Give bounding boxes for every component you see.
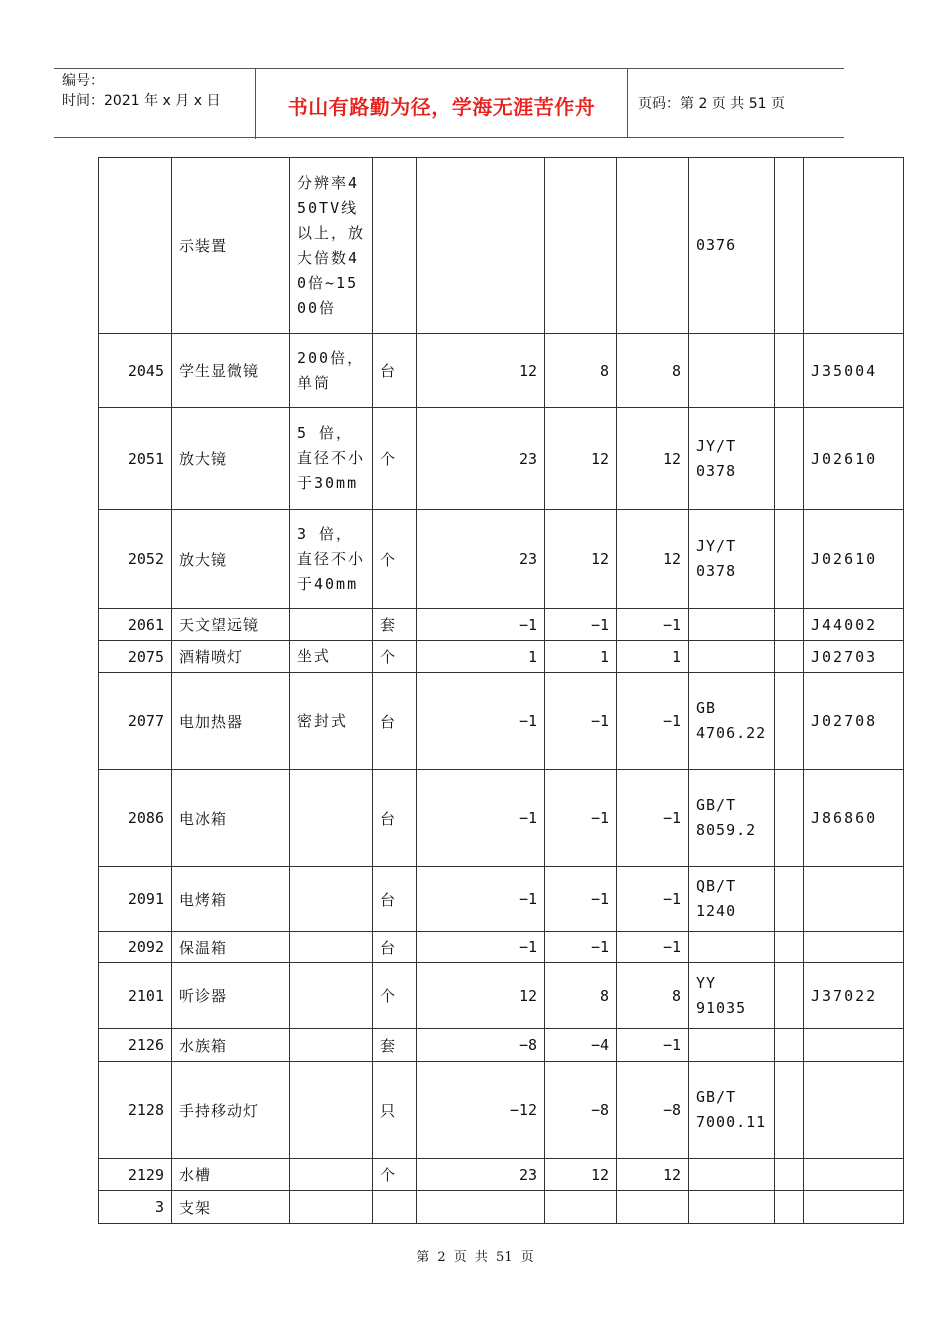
item-spec-cell — [290, 932, 373, 963]
quantity-1-cell: −1 — [417, 609, 545, 641]
equipment-table — [98, 157, 904, 1224]
quantity-2-cell: −1 — [545, 673, 617, 770]
quantity-3-cell: −1 — [617, 673, 689, 770]
item-name-cell: 学生显微镜 — [172, 334, 290, 408]
quantity-1-cell: −1 — [417, 673, 545, 770]
blank-cell — [775, 932, 804, 963]
quantity-3-cell: 8 — [617, 963, 689, 1029]
code-cell — [804, 867, 904, 932]
item-spec-cell: 坐式 — [290, 641, 373, 673]
quantity-3-cell: −1 — [617, 1029, 689, 1062]
page-footer: 第 2 页 共 51 页 — [416, 1250, 534, 1265]
table-row — [99, 770, 904, 867]
code-cell: J44002 — [804, 609, 904, 641]
code-cell: J02703 — [804, 641, 904, 673]
item-id-cell: 2045 — [99, 334, 172, 408]
standard-cell: GB/T 7000.11 — [689, 1062, 775, 1159]
item-unit-cell — [373, 158, 417, 334]
table-row — [99, 510, 904, 609]
item-id-cell: 2077 — [99, 673, 172, 770]
quantity-2-cell — [545, 158, 617, 334]
item-spec-cell: 5 倍，直径不小于30mm — [290, 408, 373, 510]
code-cell — [804, 1062, 904, 1159]
header-motto: 书山有路勤为径，学海无涯苦作舟 — [256, 69, 628, 137]
blank-cell — [775, 1191, 804, 1224]
code-cell: J02708 — [804, 673, 904, 770]
item-id-cell: 2075 — [99, 641, 172, 673]
table-row — [99, 1159, 904, 1191]
quantity-2-cell: −8 — [545, 1062, 617, 1159]
standard-cell — [689, 1159, 775, 1191]
item-spec-cell: 200倍，单筒 — [290, 334, 373, 408]
quantity-3-cell: −1 — [617, 770, 689, 867]
item-unit-cell: 个 — [373, 641, 417, 673]
quantity-2-cell: −1 — [545, 932, 617, 963]
blank-cell — [775, 1159, 804, 1191]
table-row — [99, 932, 904, 963]
item-name-cell: 放大镜 — [172, 408, 290, 510]
item-spec-cell — [290, 609, 373, 641]
quantity-1-cell: −1 — [417, 770, 545, 867]
item-id-cell: 2051 — [99, 408, 172, 510]
header-page-info: 页码：第 2 页 共 51 页 — [638, 96, 785, 112]
item-name-cell: 水族箱 — [172, 1029, 290, 1062]
header-meta — [54, 69, 256, 139]
standard-cell — [689, 609, 775, 641]
code-cell: J02610 — [804, 408, 904, 510]
code-cell: J35004 — [804, 334, 904, 408]
standard-cell — [689, 334, 775, 408]
quantity-2-cell: 8 — [545, 334, 617, 408]
item-unit-cell: 个 — [373, 963, 417, 1029]
table-row — [99, 1191, 904, 1224]
blank-cell — [775, 334, 804, 408]
blank-cell — [775, 1062, 804, 1159]
item-unit-cell: 套 — [373, 609, 417, 641]
standard-cell: QB/T 1240 — [689, 867, 775, 932]
item-name-cell: 电加热器 — [172, 673, 290, 770]
code-cell: J37022 — [804, 963, 904, 1029]
quantity-1-cell: 23 — [417, 510, 545, 609]
item-name-cell: 电烤箱 — [172, 867, 290, 932]
item-id-cell: 2128 — [99, 1062, 172, 1159]
quantity-2-cell: 8 — [545, 963, 617, 1029]
quantity-1-cell: −1 — [417, 867, 545, 932]
quantity-1-cell: 12 — [417, 334, 545, 408]
quantity-3-cell: −8 — [617, 1062, 689, 1159]
quantity-2-cell: 12 — [545, 1159, 617, 1191]
standard-cell: YY 91035 — [689, 963, 775, 1029]
item-id-cell: 2092 — [99, 932, 172, 963]
quantity-3-cell — [617, 158, 689, 334]
item-id-cell: 2052 — [99, 510, 172, 609]
blank-cell — [775, 641, 804, 673]
blank-cell — [775, 408, 804, 510]
item-unit-cell: 台 — [373, 334, 417, 408]
table-body — [99, 158, 904, 1224]
quantity-2-cell: −4 — [545, 1029, 617, 1062]
code-cell — [804, 1029, 904, 1062]
quantity-3-cell: 12 — [617, 510, 689, 609]
quantity-2-cell: 12 — [545, 510, 617, 609]
table-row — [99, 867, 904, 932]
item-id-cell: 2129 — [99, 1159, 172, 1191]
item-spec-cell — [290, 1191, 373, 1224]
quantity-3-cell — [617, 1191, 689, 1224]
quantity-2-cell: 12 — [545, 408, 617, 510]
quantity-3-cell: 12 — [617, 408, 689, 510]
item-spec-cell — [290, 867, 373, 932]
table-row — [99, 408, 904, 510]
item-id-cell: 2061 — [99, 609, 172, 641]
item-unit-cell: 只 — [373, 1062, 417, 1159]
item-unit-cell: 个 — [373, 1159, 417, 1191]
table-row — [99, 641, 904, 673]
quantity-3-cell: −1 — [617, 867, 689, 932]
blank-cell — [775, 158, 804, 334]
table-row — [99, 1029, 904, 1062]
blank-cell — [775, 867, 804, 932]
blank-cell — [775, 609, 804, 641]
standard-cell: JY/T 0378 — [689, 408, 775, 510]
blank-cell — [775, 963, 804, 1029]
quantity-1-cell — [417, 158, 545, 334]
item-id-cell: 2086 — [99, 770, 172, 867]
quantity-2-cell: −1 — [545, 867, 617, 932]
table-row — [99, 334, 904, 408]
item-name-cell: 保温箱 — [172, 932, 290, 963]
quantity-2-cell — [545, 1191, 617, 1224]
quantity-1-cell: 12 — [417, 963, 545, 1029]
document-number-label: 编号： — [62, 73, 104, 89]
item-unit-cell: 台 — [373, 770, 417, 867]
item-name-cell: 手持移动灯 — [172, 1062, 290, 1159]
standard-cell — [689, 641, 775, 673]
quantity-1-cell: 23 — [417, 1159, 545, 1191]
quantity-1-cell: 1 — [417, 641, 545, 673]
item-unit-cell — [373, 1191, 417, 1224]
item-name-cell: 示装置 — [172, 158, 290, 334]
quantity-2-cell: −1 — [545, 770, 617, 867]
quantity-3-cell: 8 — [617, 334, 689, 408]
item-id-cell — [99, 158, 172, 334]
quantity-1-cell: −1 — [417, 932, 545, 963]
item-name-cell: 酒精喷灯 — [172, 641, 290, 673]
quantity-3-cell: 1 — [617, 641, 689, 673]
item-id-cell: 2091 — [99, 867, 172, 932]
item-name-cell: 听诊器 — [172, 963, 290, 1029]
item-name-cell: 电冰箱 — [172, 770, 290, 867]
standard-cell: GB 4706.22 — [689, 673, 775, 770]
quantity-3-cell: 12 — [617, 1159, 689, 1191]
item-spec-cell — [290, 963, 373, 1029]
standard-cell: JY/T 0378 — [689, 510, 775, 609]
standard-cell: GB/T 8059.2 — [689, 770, 775, 867]
item-name-cell: 支架 — [172, 1191, 290, 1224]
quantity-2-cell: 1 — [545, 641, 617, 673]
item-id-cell: 2101 — [99, 963, 172, 1029]
item-spec-cell: 分辨率450TV线以上，放大倍数40倍~1500倍 — [290, 158, 373, 334]
item-id-cell: 3 — [99, 1191, 172, 1224]
item-spec-cell — [290, 1029, 373, 1062]
quantity-1-cell — [417, 1191, 545, 1224]
table-row — [99, 673, 904, 770]
item-spec-cell — [290, 1062, 373, 1159]
quantity-3-cell: −1 — [617, 609, 689, 641]
code-cell — [804, 1159, 904, 1191]
standard-cell — [689, 932, 775, 963]
blank-cell — [775, 1029, 804, 1062]
item-unit-cell: 台 — [373, 867, 417, 932]
item-spec-cell — [290, 770, 373, 867]
item-spec-cell — [290, 1159, 373, 1191]
code-cell: J86860 — [804, 770, 904, 867]
blank-cell — [775, 510, 804, 609]
code-cell — [804, 1191, 904, 1224]
standard-cell — [689, 1029, 775, 1062]
table-row — [99, 609, 904, 641]
item-unit-cell: 台 — [373, 673, 417, 770]
code-cell — [804, 932, 904, 963]
item-name-cell: 水槽 — [172, 1159, 290, 1191]
quantity-1-cell: −8 — [417, 1029, 545, 1062]
page-header — [54, 68, 844, 138]
item-unit-cell: 台 — [373, 932, 417, 963]
standard-cell — [689, 1191, 775, 1224]
item-id-cell: 2126 — [99, 1029, 172, 1062]
code-cell: J02610 — [804, 510, 904, 609]
blank-cell — [775, 673, 804, 770]
item-name-cell: 天文望远镜 — [172, 609, 290, 641]
standard-cell: 0376 — [689, 158, 775, 334]
blank-cell — [775, 770, 804, 867]
item-spec-cell: 3 倍，直径不小于40mm — [290, 510, 373, 609]
document-date: 时间：2021 年 x 月 x 日 — [62, 93, 221, 109]
table-row — [99, 158, 904, 334]
code-cell — [804, 158, 904, 334]
item-spec-cell: 密封式 — [290, 673, 373, 770]
quantity-2-cell: −1 — [545, 609, 617, 641]
item-unit-cell: 套 — [373, 1029, 417, 1062]
item-name-cell: 放大镜 — [172, 510, 290, 609]
table-row — [99, 963, 904, 1029]
table-row — [99, 1062, 904, 1159]
item-unit-cell: 个 — [373, 510, 417, 609]
quantity-3-cell: −1 — [617, 932, 689, 963]
quantity-1-cell: 23 — [417, 408, 545, 510]
item-unit-cell: 个 — [373, 408, 417, 510]
quantity-1-cell: −12 — [417, 1062, 545, 1159]
